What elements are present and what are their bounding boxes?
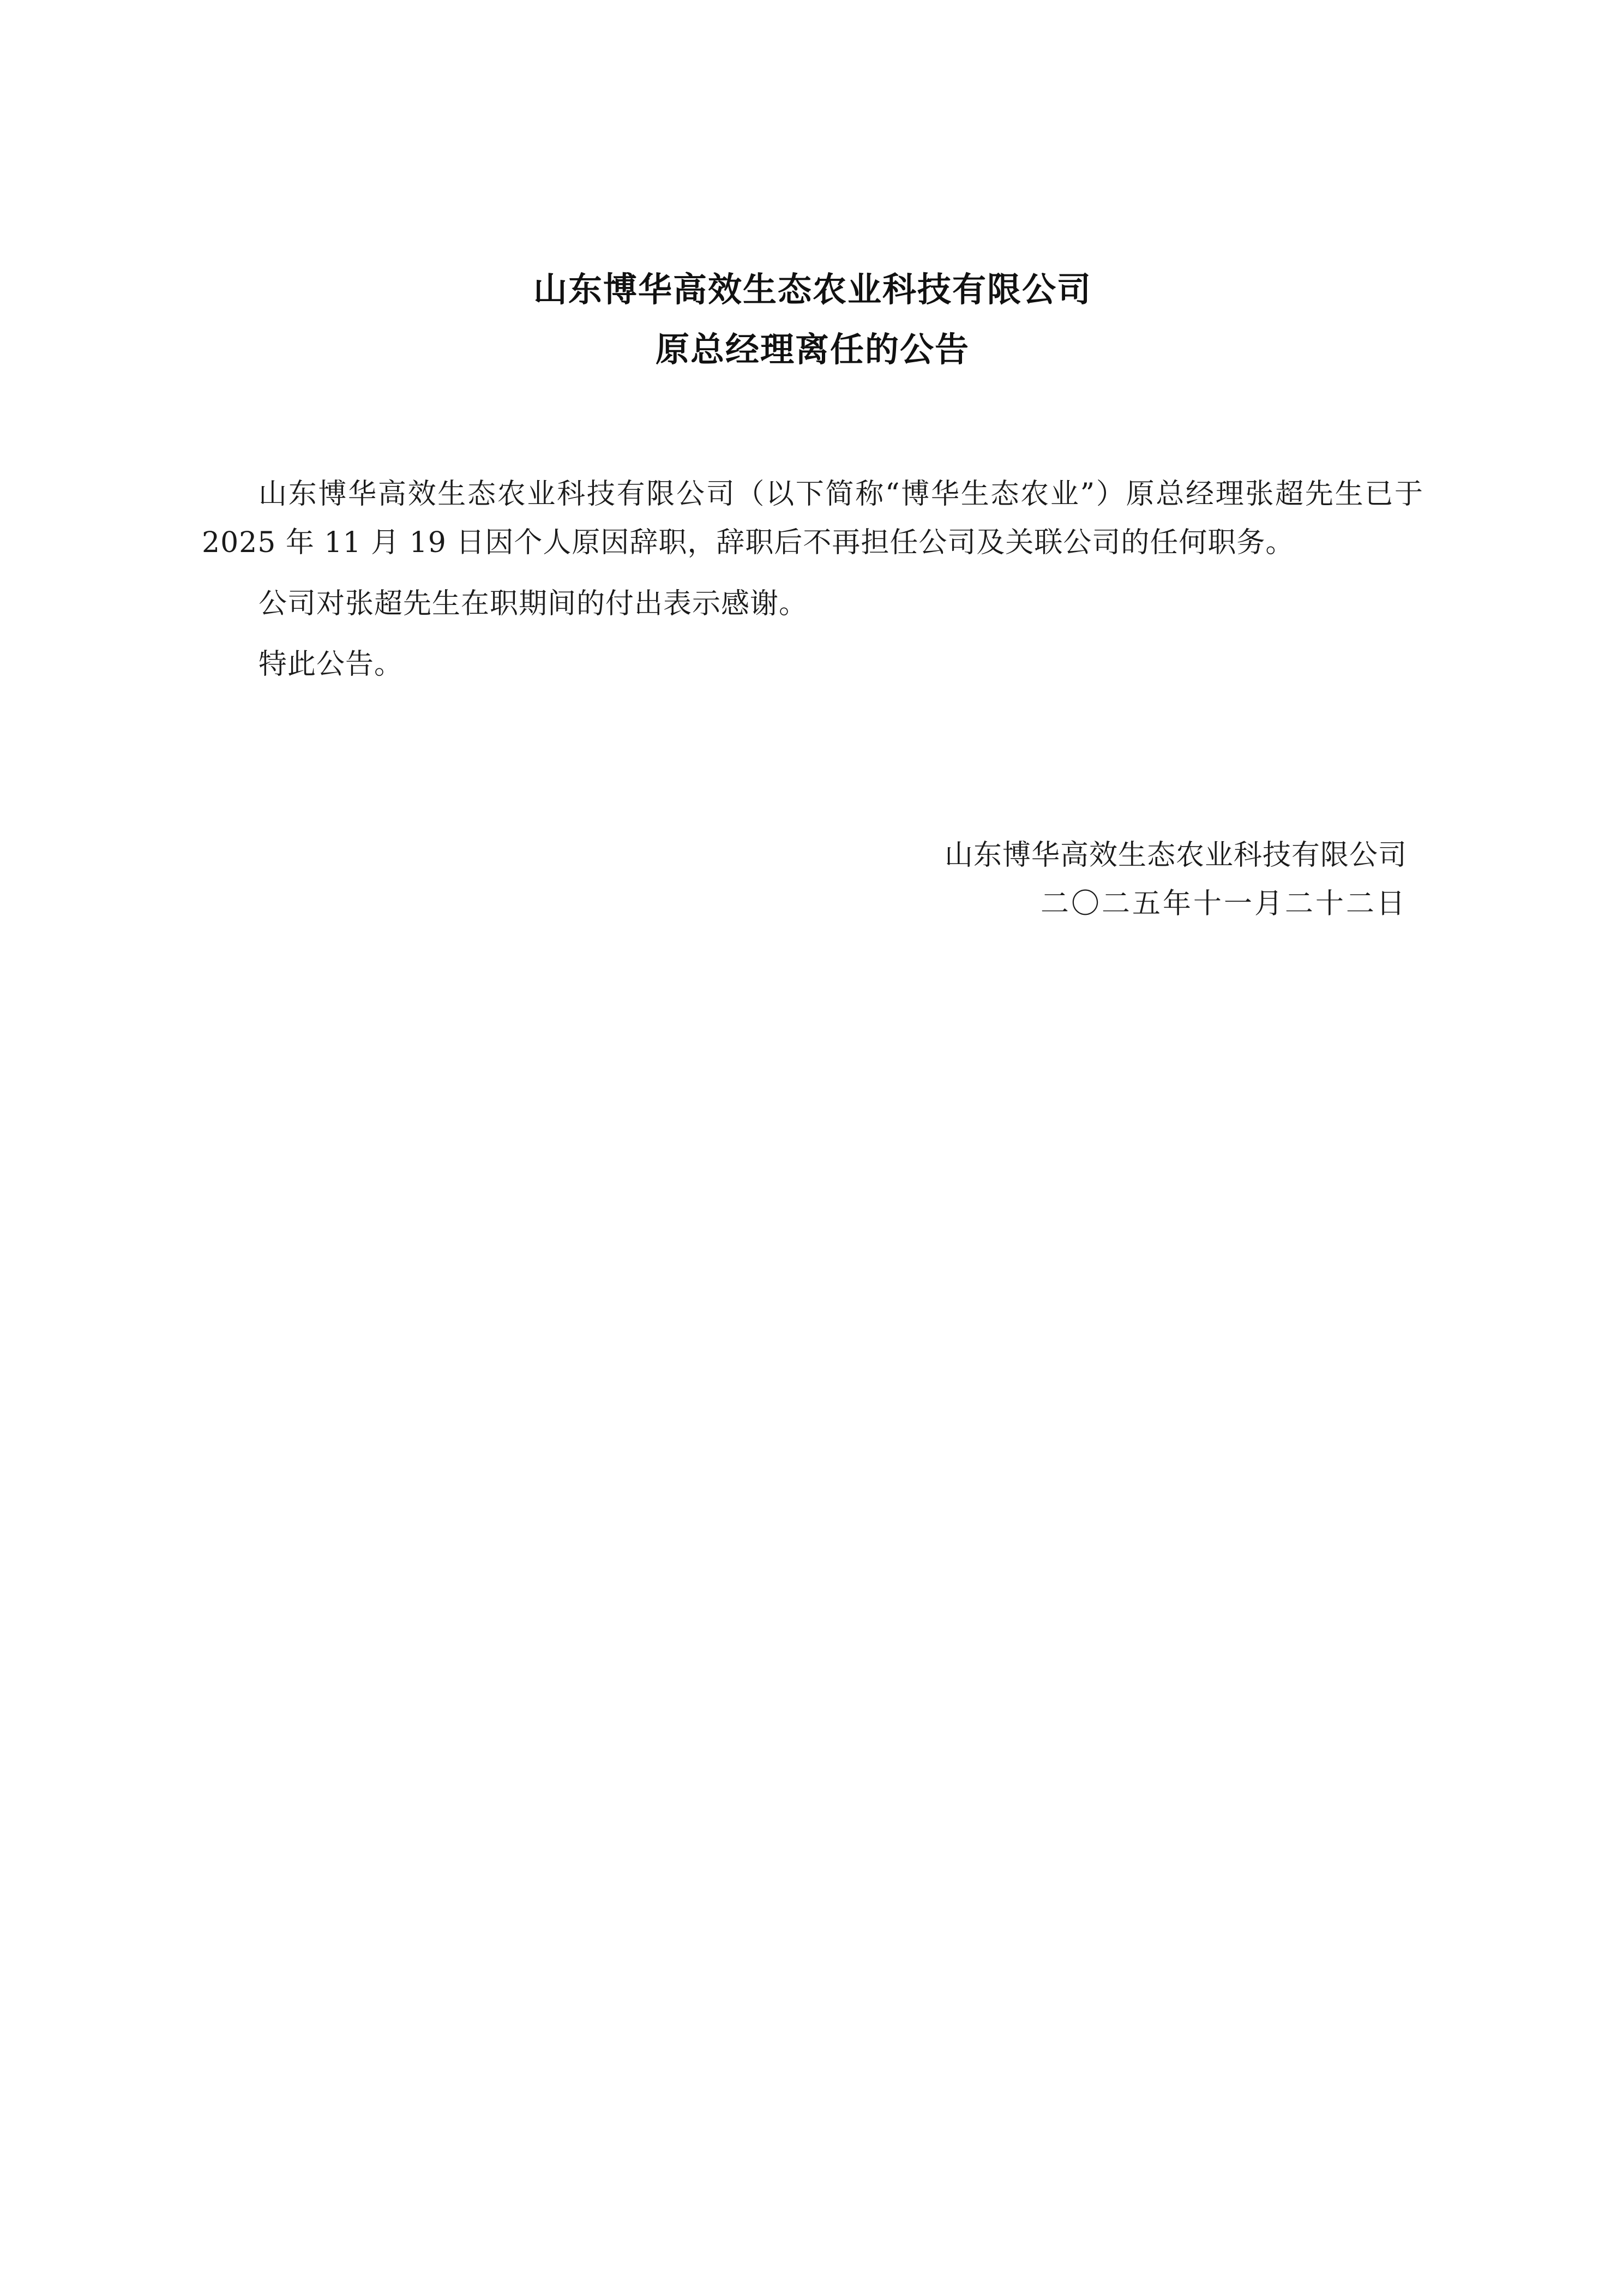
body-paragraph-2: 公司对张超先生在职期间的付出表示感谢。 (259, 587, 808, 620)
signature-company: 山东博华高效生态农业科技有限公司 (944, 838, 1407, 872)
body-paragraph-3: 特此公告。 (259, 648, 404, 681)
body-paragraph-1: 山东博华高效生态农业科技有限公司（以下简称“博华生态农业”）原总经理张超先生已于 2025 年 11 月 19 日因个人原因辞职，辞职后不再担任公司及关联公司的任何职务。 (202, 478, 1423, 560)
document-content (202, 269, 1423, 929)
page-title-line-2: 原总经理离任的公告 (655, 329, 970, 369)
page-title (202, 269, 1423, 369)
page-title-line-1: 山东博华高效生态农业科技有限公司 (533, 269, 1092, 309)
document-body (202, 470, 1423, 690)
signature-block (202, 831, 1423, 929)
signature-date: 二〇二五年十一月二十二日 (1040, 888, 1407, 921)
